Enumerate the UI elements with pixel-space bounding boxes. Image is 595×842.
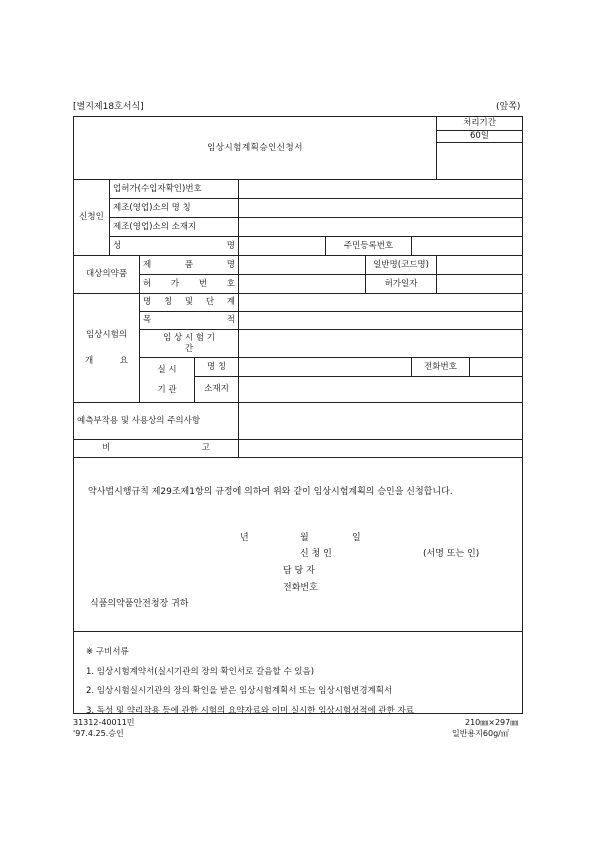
precautions-label: 예측부작용 및 사용상의 주의사항 — [74, 403, 239, 440]
trial-period-label-line1: 임 상 시 험 기 — [163, 332, 215, 343]
drug-license-number-field[interactable] — [239, 275, 366, 294]
date-month-label: 월 — [300, 533, 309, 543]
site-phone-label: 전화번호 — [412, 358, 470, 377]
trial-section-label-line1: 임상시험의 — [85, 330, 128, 340]
site-address-field[interactable] — [239, 377, 523, 403]
trial-purpose-field[interactable] — [239, 312, 523, 330]
trial-period-label — [140, 330, 239, 358]
precautions-field[interactable] — [239, 403, 523, 440]
paper-size: 210㎜×297㎜ — [465, 718, 519, 727]
applicant-name-label: 성 명 — [110, 237, 239, 256]
officer-label: 담 당 자 — [283, 566, 315, 576]
generic-name-field[interactable] — [437, 256, 523, 275]
trial-site-label-line1: 실 시 — [157, 365, 177, 375]
resident-number-field[interactable] — [412, 237, 523, 256]
site-phone-field[interactable] — [470, 358, 523, 377]
trial-period-field[interactable] — [239, 330, 523, 358]
required-documents — [86, 643, 414, 721]
trial-section-label-line2: 개 요 — [85, 356, 128, 366]
site-name-label: 명 칭 — [195, 358, 239, 377]
license-number-label: 업허가(수입자확인)번호 — [110, 180, 239, 199]
remarks-field[interactable] — [239, 440, 523, 458]
site-name-field[interactable] — [239, 358, 412, 377]
trial-period-label-line2: 간 — [184, 343, 194, 354]
license-date-field[interactable] — [437, 275, 523, 294]
paper-type: 일반용지60g/㎡ — [452, 729, 509, 738]
remarks-label: 비 고 — [74, 440, 239, 458]
application-statement: 약사법시행규칙 제29조제1항의 규정에 의하여 위와 같이 임상시험계획의 승인을 신청합니다. — [88, 487, 453, 497]
processing-period-value: 60일 — [437, 131, 523, 143]
license-date-label: 허가일자 — [366, 275, 437, 294]
date-day-label: 일 — [352, 533, 361, 543]
form-title: 임상시험계획승인신청서 — [74, 117, 437, 180]
applicant-name-field[interactable] — [239, 237, 326, 256]
product-name-label: 제 품 명 — [140, 256, 239, 275]
trial-section-label — [74, 294, 140, 403]
officer-phone-label: 전화번호 — [283, 583, 318, 593]
required-document-1: 1. 임상시험계약서(실시기관의 장의 확인서로 갈음할 수 있음) — [86, 666, 315, 677]
form-code: 31312-40011민 — [73, 718, 135, 727]
processing-period-label: 처리기간 — [437, 117, 523, 131]
required-documents-heading: ※ 구비서류 — [86, 647, 129, 657]
application-form — [73, 116, 523, 714]
required-document-3: 3. 독성 및 약리작용 등에 관한 시험의 요약자료와 이미 실시한 임상시험성적에 관한 자료 — [86, 705, 414, 716]
product-name-field[interactable] — [239, 256, 366, 275]
manufacturer-address-label: 제조(영업)소의 소재지 — [110, 218, 239, 237]
form-number: [별지제18호서식] — [73, 102, 144, 112]
manufacturer-address-field[interactable] — [239, 218, 523, 237]
approval-date: '97.4.25.승인 — [73, 729, 124, 738]
manufacturer-name-label: 제조(영업)소의 명 칭 — [110, 199, 239, 218]
page-side-label: (앞쪽) — [496, 102, 521, 112]
drug-section-label: 대상의약품 — [74, 256, 140, 294]
resident-number-label: 주민등록번호 — [326, 237, 412, 256]
required-document-2: 2. 임상시험실시기관의 장의 확인을 받은 임상시험계획서 또는 임상시험변경계획서 — [86, 686, 393, 696]
processing-blank — [437, 143, 523, 180]
generic-name-label: 일반명(코드명) — [366, 256, 437, 275]
sign-or-seal-note: (서명 또는 인) — [423, 549, 480, 559]
addressee: 식품의약품안전청장 귀하 — [90, 599, 189, 609]
trial-title-field[interactable] — [239, 294, 523, 312]
trial-title-label: 명 칭 및 단 계 — [140, 294, 239, 312]
license-number-field[interactable] — [239, 180, 523, 199]
drug-license-number-label: 허 가 번 호 — [140, 275, 239, 294]
site-address-label: 소재지 — [195, 377, 239, 403]
trial-purpose-label: 목 적 — [140, 312, 239, 330]
trial-site-label-line2: 기 관 — [157, 385, 177, 395]
applicant-sign-label: 신 청 인 — [300, 549, 332, 559]
date-year-label: 년 — [240, 533, 249, 543]
trial-site-label — [140, 358, 195, 403]
applicant-section-label: 신청인 — [74, 180, 110, 256]
manufacturer-name-field[interactable] — [239, 199, 523, 218]
